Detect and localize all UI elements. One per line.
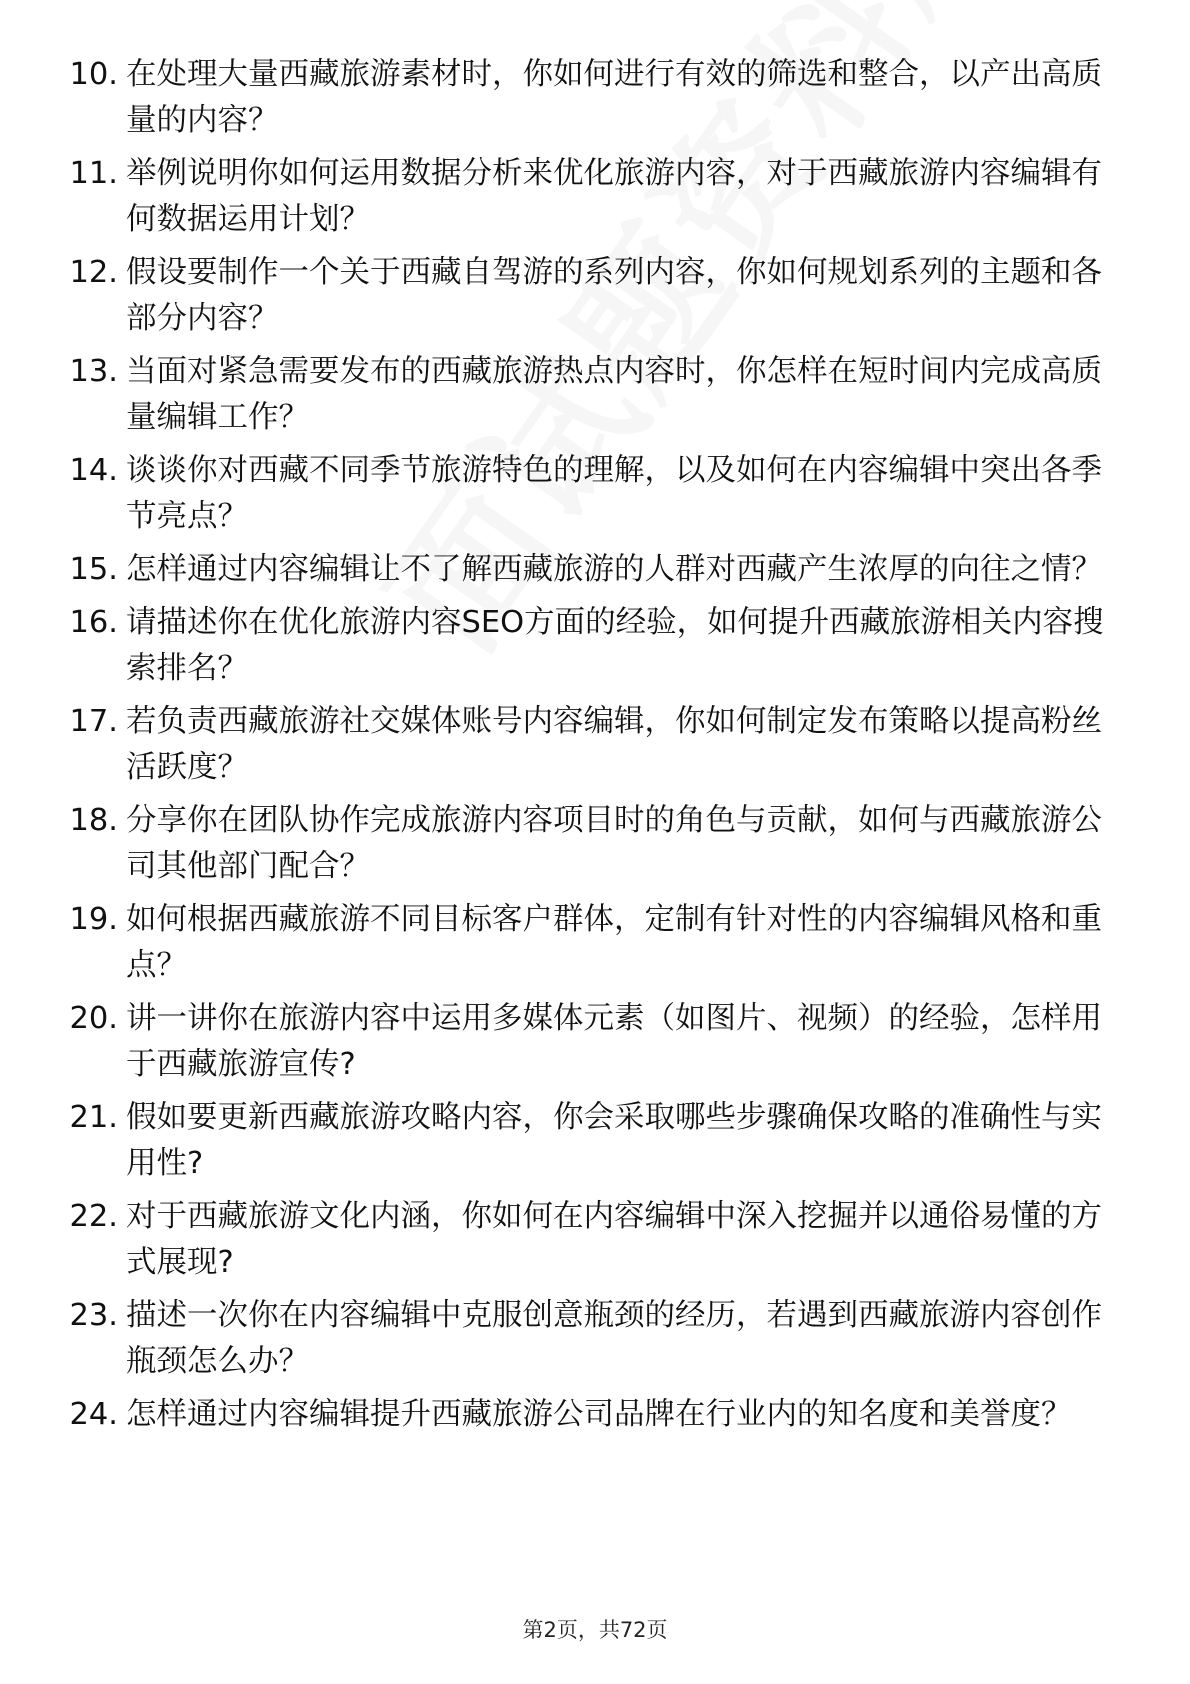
question-text: 假设要制作一个关于西藏自驾游的系列内容，你如何规划系列的主题和各部分内容？ — [126, 255, 1102, 336]
question-text: 请描述你在优化旅游内容SEO方面的经验，如何提升西藏旅游相关内容搜索排名？ — [126, 605, 1104, 686]
question-text: 分享你在团队协作完成旅游内容项目时的角色与贡献，如何与西藏旅游公司其他部门配合？ — [126, 803, 1102, 884]
question-number: 19. — [69, 902, 118, 937]
question-number: 20. — [69, 1001, 118, 1036]
page-number: 第2页，共72页 — [522, 1618, 668, 1642]
question-number: 21. — [69, 1100, 118, 1135]
question-text: 假如要更新西藏旅游攻略内容，你会采取哪些步骤确保攻略的准确性与实用性? — [126, 1100, 1102, 1181]
list-item — [58, 996, 1108, 1088]
question-number: 10. — [69, 57, 118, 92]
question-text: 若负责西藏旅游社交媒体账号内容编辑，你如何制定发布策略以提高粉丝活跃度？ — [126, 704, 1102, 785]
question-number: 12. — [69, 255, 118, 290]
list-item — [58, 250, 1108, 342]
question-number: 22. — [69, 1199, 118, 1234]
question-number: 13. — [69, 354, 118, 389]
page-footer — [0, 1614, 1190, 1644]
question-number: 14. — [69, 453, 118, 488]
question-number: 11. — [69, 156, 118, 191]
question-text: 描述一次你在内容编辑中克服创意瓶颈的经历，若遇到西藏旅游内容创作瓶颈怎么办？ — [126, 1298, 1102, 1379]
list-item — [58, 547, 1108, 593]
question-text: 怎样通过内容编辑让不了解西藏旅游的人群对西藏产生浓厚的向往之情？ — [126, 552, 1102, 587]
list-item — [58, 1392, 1108, 1438]
question-number: 16. — [69, 605, 118, 640]
question-text: 讲一讲你在旅游内容中运用多媒体元素（如图片、视频）的经验，怎样用于西藏旅游宣传? — [126, 1001, 1102, 1082]
question-number: 18. — [69, 803, 118, 838]
list-item — [58, 448, 1108, 540]
question-text: 当面对紧急需要发布的西藏旅游热点内容时，你怎样在短时间内完成高质量编辑工作？ — [126, 354, 1102, 435]
question-list — [58, 52, 1108, 1445]
question-text: 对于西藏旅游文化内涵，你如何在内容编辑中深入挖掘并以通俗易懂的方式展现? — [126, 1199, 1102, 1280]
question-number: 24. — [69, 1397, 118, 1432]
list-item — [58, 897, 1108, 989]
question-text: 如何根据西藏旅游不同目标客户群体，定制有针对性的内容编辑风格和重点？ — [126, 902, 1102, 983]
question-text: 举例说明你如何运用数据分析来优化旅游内容，对于西藏旅游内容编辑有何数据运用计划？ — [126, 156, 1102, 237]
list-item — [58, 151, 1108, 243]
list-item — [58, 699, 1108, 791]
list-item — [58, 52, 1108, 144]
list-item — [58, 349, 1108, 441]
question-number: 23. — [69, 1298, 118, 1333]
list-item — [58, 600, 1108, 692]
question-number: 17. — [69, 704, 118, 739]
question-text: 在处理大量西藏旅游素材时，你如何进行有效的筛选和整合，以产出高质量的内容？ — [126, 57, 1102, 138]
question-text: 谈谈你对西藏不同季节旅游特色的理解，以及如何在内容编辑中突出各季节亮点？ — [126, 453, 1102, 534]
list-item — [58, 1293, 1108, 1385]
list-item — [58, 798, 1108, 890]
question-text: 怎样通过内容编辑提升西藏旅游公司品牌在行业内的知名度和美誉度？ — [126, 1397, 1072, 1432]
question-number: 15. — [69, 552, 118, 587]
list-item — [58, 1095, 1108, 1187]
list-item — [58, 1194, 1108, 1286]
